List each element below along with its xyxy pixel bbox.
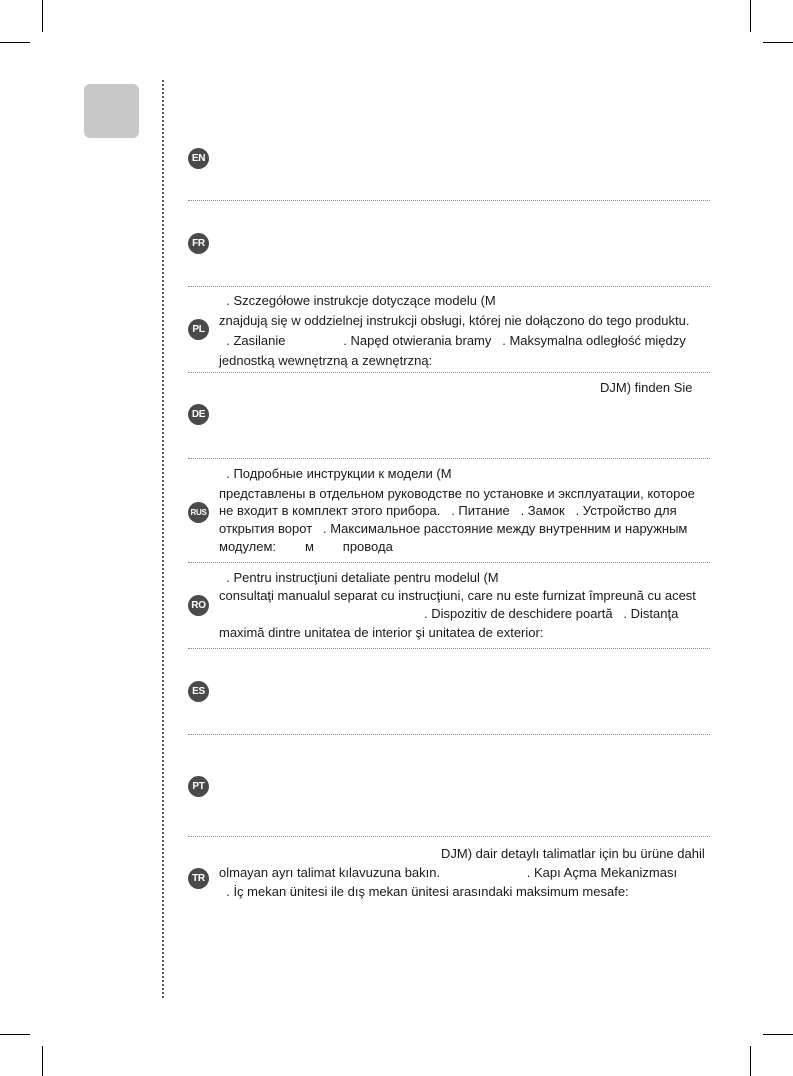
crop-mark: [0, 42, 30, 43]
pl-text-line: znajdują się w oddzielnej instrukcji obsługi, której nie dołączono do tego produktu.: [219, 313, 690, 328]
section-separator: [188, 372, 710, 373]
rus-text-line: . Подробные инструкции к модели (M: [219, 466, 452, 481]
rus-text-line: не входит в комплект этого прибора. . Питание . Замок . Устройство для: [219, 503, 677, 518]
ro-text-line: . Pentru instrucţiuni detaliate pentru modelul (M: [219, 570, 499, 585]
pl-text-line: jednostką wewnętrzną a zewnętrzną:: [219, 353, 433, 368]
margin-dotted-rule: [162, 80, 164, 998]
section-separator: [188, 200, 710, 201]
de-text-line: DJM) finden Sie: [600, 380, 693, 395]
section-separator: [188, 648, 710, 649]
crop-mark: [42, 0, 43, 32]
section-separator: [188, 734, 710, 735]
rus-text-line: модулем: м провода: [219, 539, 393, 554]
language-badge-tr: TR: [188, 868, 209, 889]
section-separator: [188, 286, 710, 287]
crop-mark: [0, 1034, 30, 1035]
tr-text-line: DJM) dair detaylı talimatlar için bu ürüne dahil: [441, 846, 705, 861]
language-badge-ro: RO: [188, 595, 209, 616]
section-separator: [188, 458, 710, 459]
crop-mark: [763, 1034, 793, 1035]
pl-text-line: . Szczegółowe instrukcje dotyczące modelu (M: [219, 293, 496, 308]
section-separator: [188, 836, 710, 837]
language-badge-fr: FR: [188, 233, 209, 254]
ro-text-line: . Dispozitiv de deschidere poartă . Distanţa: [424, 606, 679, 621]
language-badge-pt: PT: [188, 776, 209, 797]
section-separator: [188, 562, 710, 563]
crop-mark: [750, 1046, 751, 1076]
language-badge-rus: RUS: [188, 502, 209, 523]
crop-mark: [763, 42, 793, 43]
tr-text-line: . İç mekan ünitesi ile dış mekan ünitesi arasındaki maksimum mesafe:: [219, 884, 629, 899]
rus-text-line: открытия ворот . Максимальное расстояние между внутренним и наружным: [219, 521, 688, 536]
ro-text-line: maximă dintre unitatea de interior şi unitatea de exterior:: [219, 625, 544, 640]
language-badge-de: DE: [188, 404, 209, 425]
rus-text-line: представлены в отдельном руководстве по установке и эксплуатации, которое: [219, 486, 695, 501]
crop-mark: [42, 1046, 43, 1076]
language-badge-pl: PL: [188, 319, 209, 340]
page-tab-marker: [84, 84, 139, 138]
ro-text-line: consultaţi manualul separat cu instrucţiuni, care nu este furnizat împreună cu acest: [219, 588, 696, 603]
tr-text-line: olmayan ayrı talimat kılavuzuna bakın. . Kapı Açma Mekanizması: [219, 865, 678, 880]
pl-text-line: . Zasilanie . Napęd otwierania bramy . Maksymalna odległość między: [219, 333, 686, 348]
language-badge-en: EN: [188, 148, 209, 169]
crop-mark: [750, 0, 751, 32]
language-badge-es: ES: [188, 681, 209, 702]
